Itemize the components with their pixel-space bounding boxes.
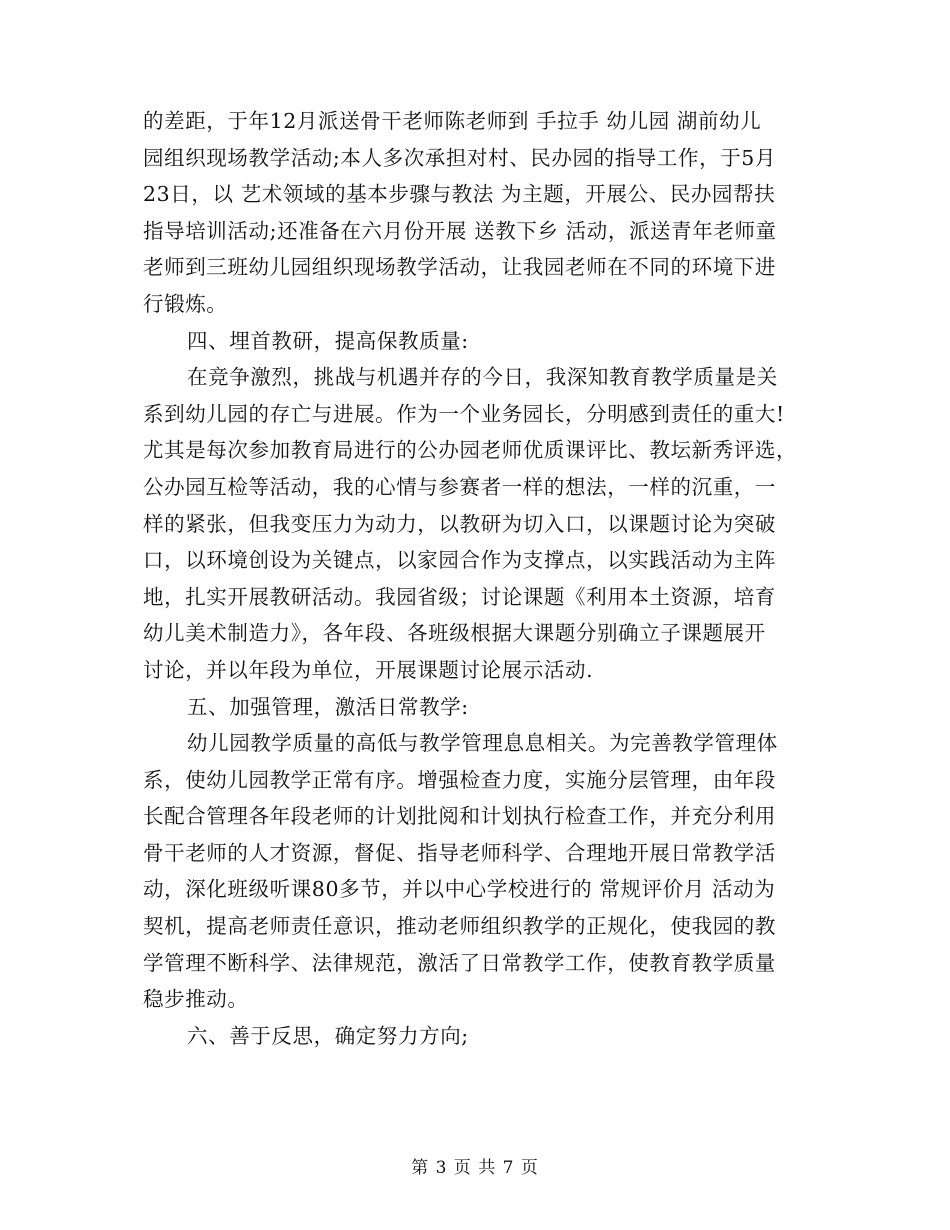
- text-line: 骨干老师的人才资源，督促、指导老师科学、合理地开展日常教学活: [143, 840, 776, 865]
- section-heading: 六、善于反思，确定努力方向;: [187, 1023, 469, 1048]
- text-line: 指导培训活动;还准备在六月份开展 送教下乡 活动，派送青年老师童: [143, 218, 777, 243]
- text-line: 的差距，于年12月派送骨干老师陈老师到 手拉手 幼儿园 湖前幼儿: [143, 109, 762, 133]
- text-line: 幼儿美术制造力》，各年段、各班级根据大课题分别确立子课题展开: [143, 621, 766, 646]
- text-line: 老师到三班幼儿园组织现场教学活动，让我园老师在不同的环境下进: [143, 255, 776, 280]
- text-line: 契机，提高老师责任意识，推动老师组织教学的正规化，使我园的教: [143, 914, 776, 939]
- page-footer: 第 3 页 共 7 页: [411, 1158, 539, 1178]
- section-heading: 四、埋首教研，提高保教质量:: [187, 328, 469, 353]
- text-line: 讨论，并以年段为单位，开展课题讨论展示活动.: [143, 657, 594, 682]
- text-line: 23日，以 艺术领域的基本步骤与教法 为主题，开展公、民办园帮扶: [143, 182, 776, 207]
- text-line: 长配合管理各年段老师的计划批阅和计划执行检查工作，并充分利用: [143, 804, 776, 829]
- text-line: 幼儿园教学质量的高低与教学管理息息相关。为完善教学管理体: [187, 731, 778, 756]
- text-line: 样的紧张，但我变压力为动力，以教研为切入口，以课题讨论为突破: [143, 511, 776, 536]
- text-line: 地，扎实开展教研活动。我园省级；讨论课题《利用本土资源，培育: [143, 584, 776, 609]
- text-line: 系到幼儿园的存亡与进展。作为一个业务园长，分明感到责任的重大!: [143, 401, 785, 426]
- text-line: 系，使幼儿园教学正常有序。增强检查力度，实施分层管理，由年段: [143, 767, 776, 792]
- text-line: 在竞争激烈，挑战与机遇并存的今日，我深知教育教学质量是关: [187, 365, 778, 390]
- text-line: 园组织现场教学活动;本人多次承担对村、民办园的指导工作，于5月: [143, 145, 777, 170]
- text-line: 行锻炼。: [143, 291, 228, 316]
- text-line: 动，深化班级听课80多节，并以中心学校进行的 常规评价月 活动为: [143, 877, 776, 902]
- section-heading: 五、加强管理，激活日常教学:: [187, 694, 469, 719]
- text-line: 稳步推动。: [143, 987, 249, 1012]
- document-body: [143, 103, 808, 1054]
- text-line: 口，以环境创设为关键点，以家园合作为支撑点，以实践活动为主阵: [143, 548, 776, 573]
- text-line: 公办园互检等活动，我的心情与参赛者一样的想法，一样的沉重，一: [143, 474, 776, 499]
- text-line: 尤其是每次参加教育局进行的公办园老师优质课评比、教坛新秀评选，: [143, 438, 798, 463]
- text-line: 学管理不断科学、法律规范，激活了日常教学工作，使教育教学质量: [143, 950, 776, 975]
